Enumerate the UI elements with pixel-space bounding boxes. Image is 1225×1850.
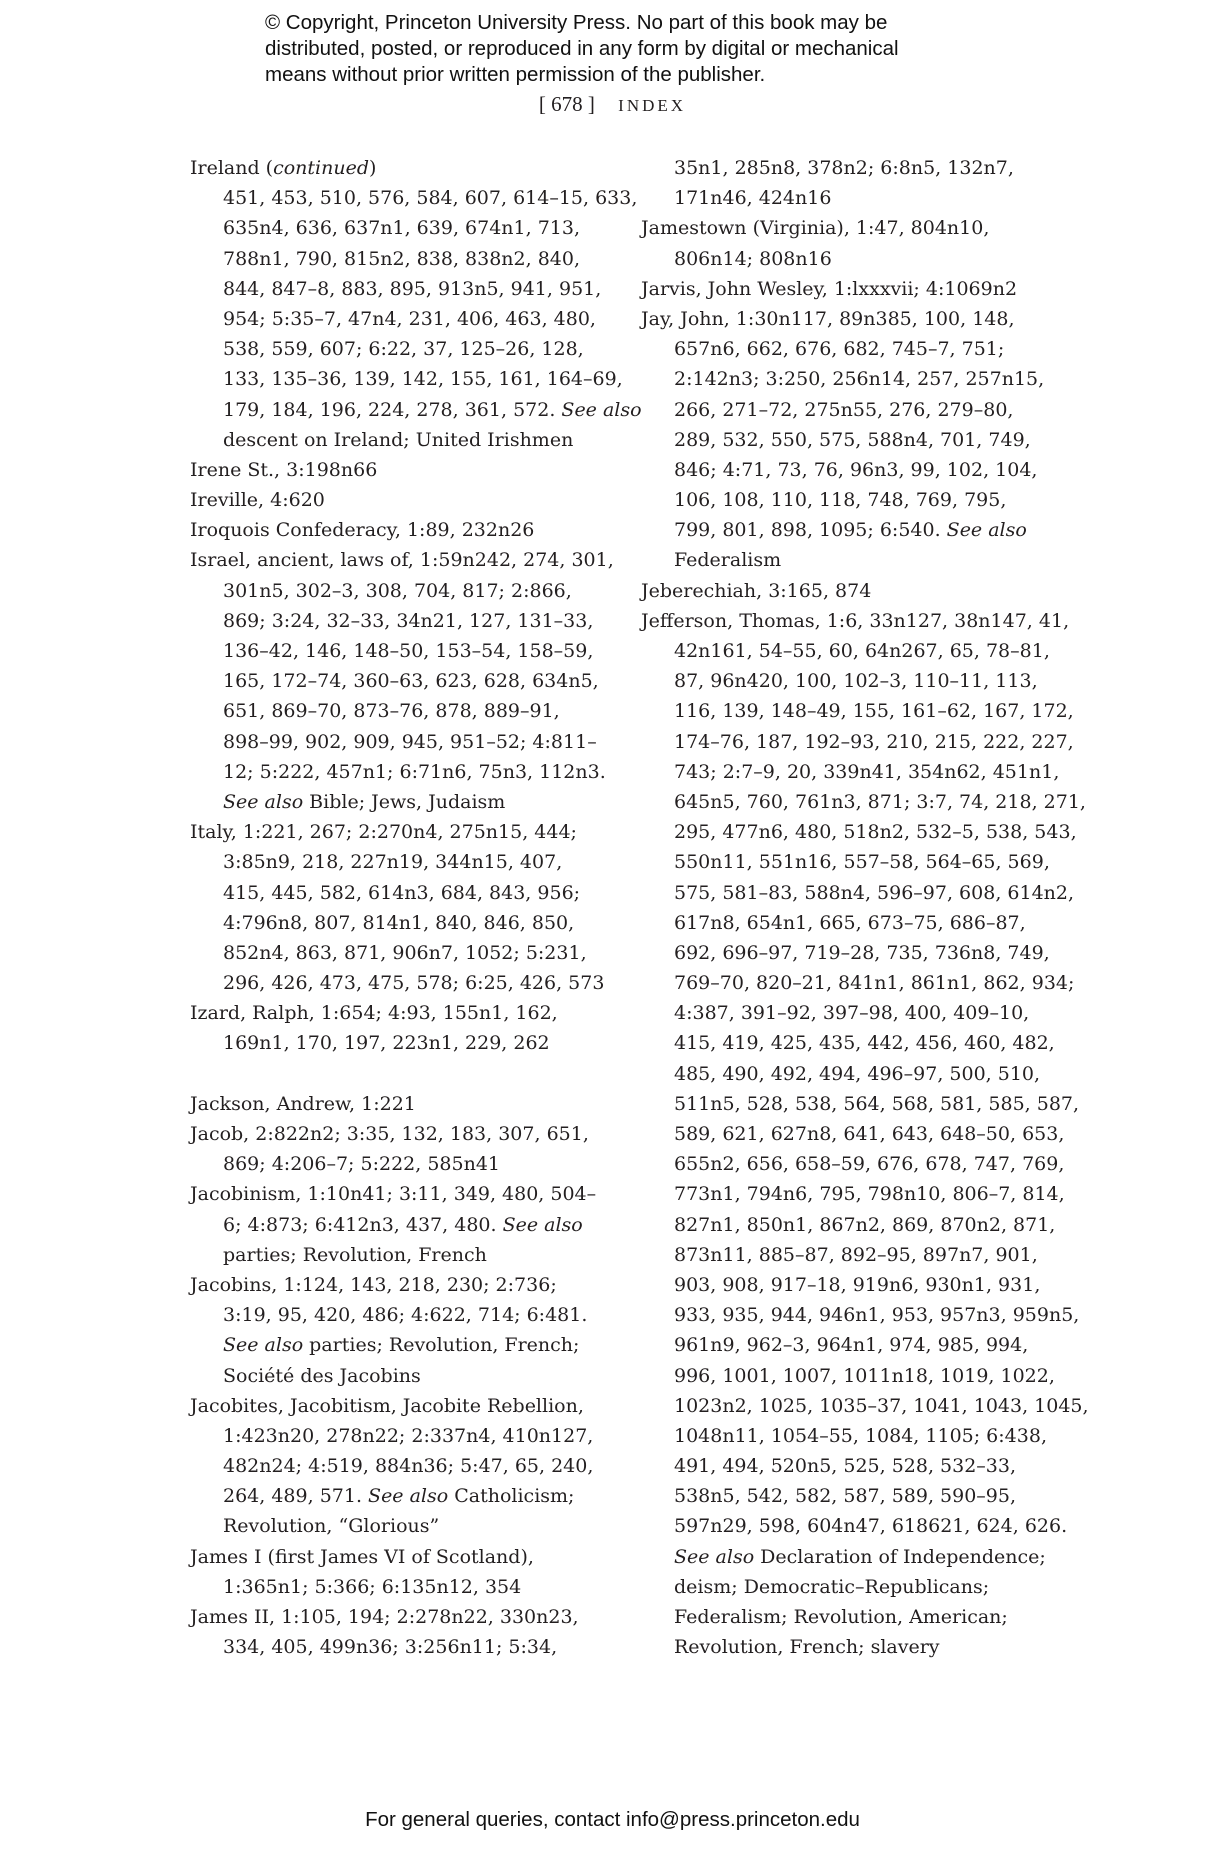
index-entry-line: 954; 5:35–7, 47n4, 231, 406, 463, 480,	[223, 307, 596, 330]
index-entry-headword: Irene St., 3:198n66	[190, 458, 378, 481]
index-entry-line: 301n5, 302–3, 308, 704, 817; 2:866,	[223, 579, 572, 602]
index-entry-line: 264, 489, 571. See also Catholicism;	[223, 1485, 575, 1508]
index-entry-line: 655n2, 656, 658–59, 676, 678, 747, 769,	[674, 1153, 1065, 1176]
index-entry-line: 87, 96n420, 100, 102–3, 110–11, 113,	[674, 670, 1038, 693]
index-entry-line: 743; 2:7–9, 20, 339n41, 354n62, 451n1,	[674, 760, 1060, 783]
section-gap	[190, 1059, 610, 1089]
index-entry-line: 597n29, 598, 604n47, 618621, 624, 626.	[674, 1515, 1068, 1538]
index-entry-line: 538, 559, 607; 6:22, 37, 125–26, 128,	[223, 338, 584, 361]
index-entry-line: 903, 908, 917–18, 919n6, 930n1, 931,	[674, 1273, 1041, 1296]
index-entry-line: Revolution, “Glorious”	[223, 1515, 440, 1538]
index-entry-line: 289, 532, 550, 575, 588n4, 701, 749,	[674, 428, 1031, 451]
index-entry-headword: Jacob, 2:822n2; 3:35, 132, 183, 307, 651,	[190, 1123, 589, 1145]
index-entry-line: 296, 426, 473, 475, 578; 6:25, 426, 573	[223, 972, 605, 995]
index-entry-line: 2:142n3; 3:250, 256n14, 257, 257n15,	[674, 368, 1045, 391]
copyright-line: means without prior written permission of the publisher.	[265, 63, 766, 86]
index-entry-headword: Ireland (continued)	[190, 157, 377, 179]
index-entry-line: 961n9, 962–3, 964n1, 974, 985, 994,	[674, 1334, 1029, 1357]
page-title: INDEX	[618, 96, 687, 115]
index-entry-line: 651, 869–70, 873–76, 878, 889–91,	[223, 700, 560, 723]
index-entry-headword: Jacobites, Jacobitism, Jacobite Rebellion,	[190, 1394, 584, 1417]
index-entry-line: 511n5, 528, 538, 564, 568, 581, 585, 587,	[674, 1092, 1080, 1115]
index-entry-line: 106, 108, 110, 118, 748, 769, 795,	[674, 489, 1007, 512]
index-entry-line: 550n11, 551n16, 557–58, 564–65, 569,	[674, 851, 1050, 874]
index-column-right	[641, 153, 1089, 1662]
index-entry-line: 165, 172–74, 360–63, 623, 628, 634n5,	[223, 670, 599, 693]
index-entry-headword: Ireville, 4:620	[190, 489, 325, 512]
index-entry-headword: Jamestown (Virginia), 1:47, 804n10,	[641, 217, 990, 240]
index-entry-line: 415, 419, 425, 435, 442, 456, 460, 482,	[674, 1032, 1055, 1055]
index-entry-line: deism; Democratic–Republicans;	[674, 1575, 990, 1598]
index-entry-line: 589, 621, 627n8, 641, 643, 648–50, 653,	[674, 1123, 1065, 1145]
index-entry-line: 295, 477n6, 480, 518n2, 532–5, 538, 543,	[674, 821, 1077, 844]
index-entry-line: 575, 581–83, 588n4, 596–97, 608, 614n2,	[674, 881, 1075, 904]
index-entry-line: Société des Jacobins	[223, 1364, 421, 1387]
index-entry-line: 898–99, 902, 909, 945, 951–52; 4:811–	[223, 730, 597, 753]
running-head	[0, 92, 1225, 117]
index-entry-line: 827n1, 850n1, 867n2, 869, 870n2, 871,	[674, 1213, 1056, 1236]
index-entry-line: 933, 935, 944, 946n1, 953, 957n3, 959n5,	[674, 1304, 1080, 1327]
index-entry-line: Federalism	[674, 549, 782, 572]
index-entry-line: Federalism; Revolution, American;	[674, 1606, 1008, 1628]
index-entry-line: 4:387, 391–92, 397–98, 400, 409–10,	[674, 1002, 1030, 1025]
footer-contact: For general queries, contact info@press.princeton.edu	[365, 1808, 860, 1831]
index-entry-headword: James II, 1:105, 194; 2:278n22, 330n23,	[190, 1606, 579, 1628]
index-entry-line: 844, 847–8, 883, 895, 913n5, 941, 951,	[223, 277, 602, 300]
index-entry-headword: Izard, Ralph, 1:654; 4:93, 155n1, 162,	[190, 1002, 558, 1025]
index-entry-line: 136–42, 146, 148–50, 153–54, 158–59,	[223, 640, 594, 662]
index-entry-line: 116, 139, 148–49, 155, 161–62, 167, 172,	[674, 700, 1074, 723]
index-entry-line: 1:365n1; 5:366; 6:135n12, 354	[223, 1575, 522, 1598]
index-entry-line: 806n14; 808n16	[674, 247, 832, 270]
index-entry-line: 485, 490, 492, 494, 496–97, 500, 510,	[674, 1062, 1041, 1085]
index-entry-line: 773n1, 794n6, 795, 798n10, 806–7, 814,	[674, 1183, 1065, 1206]
index-entry-headword: Jacobins, 1:124, 143, 218, 230; 2:736;	[190, 1273, 557, 1296]
index-entry-line: parties; Revolution, French	[223, 1243, 487, 1266]
index-entry-headword: Jarvis, John Wesley, 1:lxxxvii; 4:1069n2	[641, 277, 1018, 300]
index-entry-line: 3:85n9, 218, 227n19, 344n15, 407,	[223, 851, 563, 874]
index-entry-line: 12; 5:222, 457n1; 6:71n6, 75n3, 112n3.	[223, 760, 606, 783]
index-entry-line: 996, 1001, 1007, 1011n18, 1019, 1022,	[674, 1364, 1055, 1387]
index-entry-line: 873n11, 885–87, 892–95, 897n7, 901,	[674, 1243, 1038, 1266]
index-entry-line: 482n24; 4:519, 884n36; 5:47, 65, 240,	[223, 1455, 594, 1478]
index-entry-line: 1048n11, 1054–55, 1084, 1105; 6:438,	[674, 1424, 1047, 1447]
index-entry-line: 788n1, 790, 815n2, 838, 838n2, 840,	[223, 247, 581, 270]
copyright-line: distributed, posted, or reproduced in any form by digital or mechanical	[265, 37, 899, 60]
index-entry-line: 334, 405, 499n36; 3:256n11; 5:34,	[223, 1636, 558, 1659]
index-entry-line: 3:19, 95, 420, 486; 4:622, 714; 6:481.	[223, 1304, 588, 1327]
index-entry-line: descent on Ireland; United Irishmen	[223, 428, 574, 451]
index-entry-headword: Iroquois Confederacy, 1:89, 232n26	[190, 519, 535, 542]
index-entry-line: 846; 4:71, 73, 76, 96n3, 99, 102, 104,	[674, 458, 1038, 481]
index-entry-headword: Italy, 1:221, 267; 2:270n4, 275n15, 444;	[190, 821, 577, 844]
copyright-notice	[265, 10, 965, 88]
index-entry-headword: James I (first James VI of Scotland),	[190, 1545, 534, 1568]
copyright-line: © Copyright, Princeton University Press. No part of this book may be	[265, 11, 888, 34]
page-number: [ 678 ]	[538, 92, 595, 116]
index-entry-line: 657n6, 662, 676, 682, 745–7, 751;	[674, 338, 1005, 361]
index-entry-headword: Jacobinism, 1:10n41; 3:11, 349, 480, 504–	[190, 1183, 597, 1206]
index-entry-line: 451, 453, 510, 576, 584, 607, 614–15, 633,	[223, 187, 638, 210]
index-entry-line: 133, 135–36, 139, 142, 155, 161, 164–69,	[223, 368, 623, 391]
index-entry-line: 174–76, 187, 192–93, 210, 215, 222, 227,	[674, 730, 1074, 753]
index-entry-line: 169n1, 170, 197, 223n1, 229, 262	[223, 1032, 550, 1055]
index-column-left	[190, 153, 642, 1662]
index-entry-headword: Jefferson, Thomas, 1:6, 33n127, 38n147, 41,	[641, 609, 1070, 632]
index-entry-line: 42n161, 54–55, 60, 64n267, 65, 78–81,	[674, 640, 1050, 662]
index-entry-line: 6; 4:873; 6:412n3, 437, 480. See also	[223, 1213, 583, 1236]
index-entry-line: 1:423n20, 278n22; 2:337n4, 410n127,	[223, 1424, 594, 1447]
index-entry-line: 769–70, 820–21, 841n1, 861n1, 862, 934;	[674, 972, 1075, 995]
index-entry-line: 799, 801, 898, 1095; 6:540. See also	[674, 519, 1027, 542]
index-entry-line: 645n5, 760, 761n3, 871; 3:7, 74, 218, 271,	[674, 790, 1086, 813]
index-entry-line: 869; 3:24, 32–33, 34n21, 127, 131–33,	[223, 609, 594, 632]
index-entry-line: See also Bible; Jews, Judaism	[223, 790, 506, 813]
index-entry-line: 4:796n8, 807, 814n1, 840, 846, 850,	[223, 911, 575, 934]
index-entry-line: 1023n2, 1025, 1035–37, 1041, 1043, 1045,	[674, 1394, 1089, 1417]
index-entry-headword: Israel, ancient, laws of, 1:59n242, 274, 301,	[190, 549, 614, 572]
index-entry-line: 35n1, 285n8, 378n2; 6:8n5, 132n7,	[674, 157, 1014, 179]
index-entry-line: See also parties; Revolution, French;	[223, 1334, 580, 1357]
index-entry-line: See also Declaration of Independence;	[674, 1545, 1046, 1568]
index-entry-line: 538n5, 542, 582, 587, 589, 590–95,	[674, 1485, 1017, 1508]
index-entry-line: 692, 696–97, 719–28, 735, 736n8, 749,	[674, 941, 1050, 964]
index-entry-line: 852n4, 863, 871, 906n7, 1052; 5:231,	[223, 941, 587, 964]
index-entry-line: Revolution, French; slavery	[674, 1636, 940, 1659]
index-entry-headword: Jackson, Andrew, 1:221	[190, 1092, 416, 1115]
index-entry-line: 869; 4:206–7; 5:222, 585n41	[223, 1153, 501, 1176]
index-entry-line: 171n46, 424n16	[674, 187, 832, 210]
index-entry-headword: Jeberechiah, 3:165, 874	[641, 579, 872, 602]
index-entry-headword: Jay, John, 1:30n117, 89n385, 100, 148,	[641, 307, 1015, 330]
index-entry-line: 635n4, 636, 637n1, 639, 674n1, 713,	[223, 217, 581, 240]
index-entry-line: 266, 271–72, 275n55, 276, 279–80,	[674, 398, 1014, 421]
index-entry-line: 617n8, 654n1, 665, 673–75, 686–87,	[674, 911, 1026, 934]
index-entry-line: 179, 184, 196, 224, 278, 361, 572. See also	[223, 398, 642, 421]
index-entry-line: 415, 445, 582, 614n3, 684, 843, 956;	[223, 881, 581, 904]
index-entry-line: 491, 494, 520n5, 525, 528, 532–33,	[674, 1455, 1017, 1478]
